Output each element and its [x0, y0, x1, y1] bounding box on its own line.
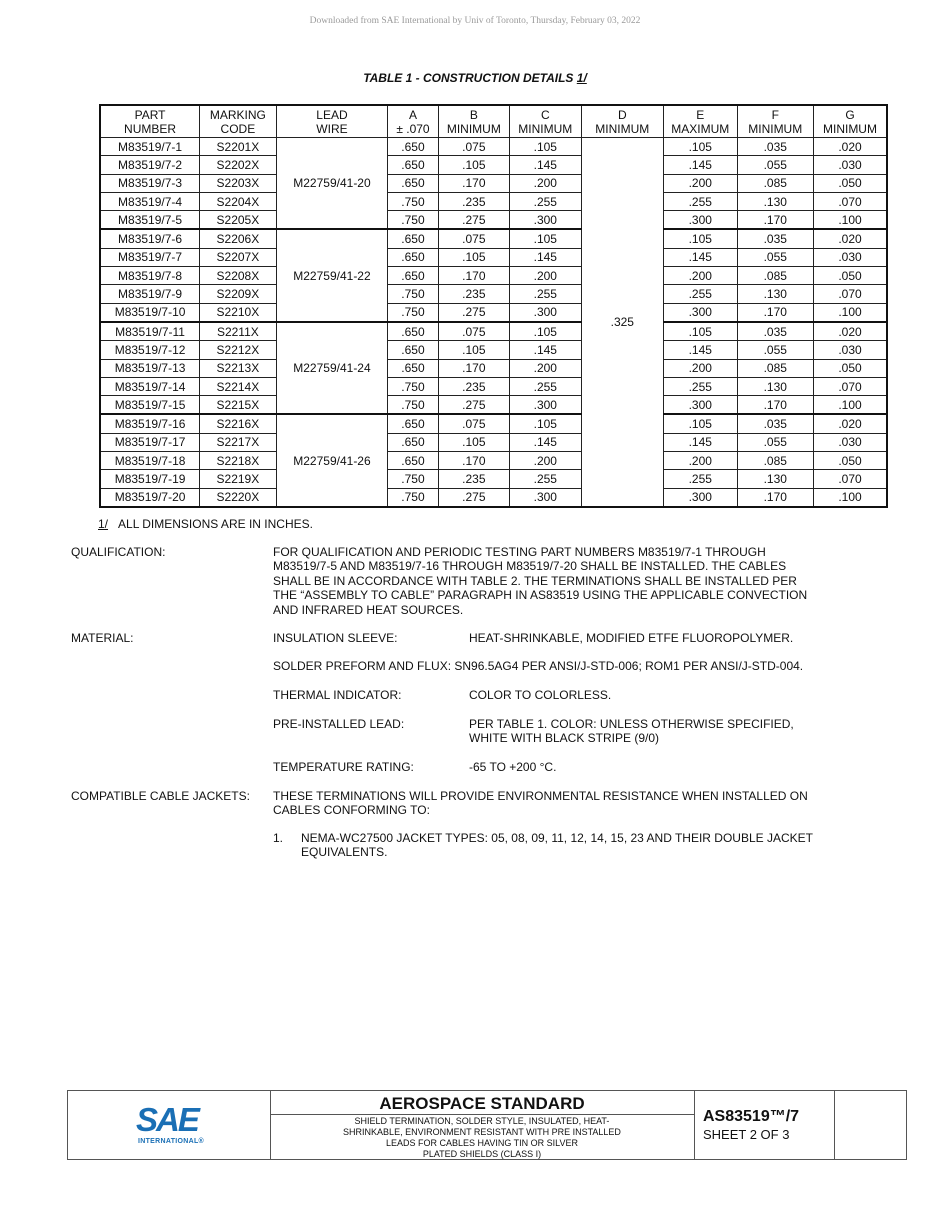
- table-cell: .050: [813, 267, 887, 285]
- table-cell: .235: [438, 285, 509, 303]
- table-cell: .650: [388, 229, 438, 248]
- table-cell: .300: [664, 396, 737, 415]
- table-cell: .235: [438, 192, 509, 210]
- table-row: [100, 452, 887, 470]
- table-cell: .070: [813, 192, 887, 210]
- pre-installed-lead-line: WHITE WITH BLACK STRIPE (9/0): [469, 731, 660, 746]
- title-block: [67, 1090, 907, 1160]
- table-cell: S2220X: [200, 488, 276, 507]
- table-cell: M83519/7-10: [100, 303, 200, 322]
- table-cell: .105: [510, 322, 581, 341]
- table-cell: .255: [510, 377, 581, 395]
- column-header: [813, 105, 887, 138]
- table-cell: .650: [388, 156, 438, 174]
- table-cell: .020: [813, 229, 887, 248]
- table-cell: .030: [813, 156, 887, 174]
- table-cell: .100: [813, 211, 887, 230]
- table-cell: .200: [664, 359, 737, 377]
- table-cell: .650: [388, 414, 438, 433]
- table-cell: M83519/7-2: [100, 156, 200, 174]
- table-cell: .130: [737, 285, 813, 303]
- table-cell: S2219X: [200, 470, 276, 488]
- table-cell: .055: [737, 156, 813, 174]
- table-cell: S2201X: [200, 138, 276, 156]
- table-row: [100, 470, 887, 488]
- table-row: [100, 433, 887, 451]
- table-cell: .650: [388, 359, 438, 377]
- sae-logo-registered: ®: [198, 1138, 205, 1145]
- table-cell: S2205X: [200, 211, 276, 230]
- table-cell: .145: [664, 341, 737, 359]
- table-cell: M83519/7-14: [100, 377, 200, 395]
- table-row: [100, 303, 887, 322]
- table-cell: M83519/7-7: [100, 248, 200, 266]
- table-cell: .255: [664, 192, 737, 210]
- table-row: [100, 229, 887, 248]
- table-cell: .145: [664, 156, 737, 174]
- table-cell: .650: [388, 341, 438, 359]
- column-header-line: PART: [134, 107, 166, 122]
- pre-installed-lead-label: PRE-INSTALLED LEAD:: [273, 717, 405, 731]
- table-header-row: [100, 105, 887, 138]
- table-cell: .105: [664, 138, 737, 156]
- table-cell: .650: [388, 433, 438, 451]
- table-cell: M83519/7-11: [100, 322, 200, 341]
- qualification-label: QUALIFICATION:: [71, 545, 166, 559]
- table-cell: .070: [813, 377, 887, 395]
- column-header-line: MINIMUM: [748, 121, 803, 136]
- column-header-line: MINIMUM: [822, 121, 877, 136]
- lead-wire-cell: M22759/41-26: [276, 414, 388, 506]
- table-cell: .650: [388, 174, 438, 192]
- table-cell: .275: [438, 396, 509, 415]
- table-cell: .170: [438, 359, 509, 377]
- material-label: MATERIAL:: [71, 631, 134, 645]
- table-cell: M83519/7-12: [100, 341, 200, 359]
- thermal-indicator-label: THERMAL INDICATOR:: [273, 688, 402, 702]
- table-cell: .075: [438, 138, 509, 156]
- table-cell: S2202X: [200, 156, 276, 174]
- table-cell: .255: [510, 192, 581, 210]
- column-header: [100, 105, 200, 138]
- table-cell: .200: [664, 452, 737, 470]
- table-cell: .035: [737, 414, 813, 433]
- table-cell: .300: [510, 396, 581, 415]
- column-header: [200, 105, 276, 138]
- lead-wire-cell: M22759/41-22: [276, 229, 388, 321]
- table-cell: .070: [813, 470, 887, 488]
- column-header: [438, 105, 509, 138]
- table-cell: .255: [510, 285, 581, 303]
- jacket-list-line: NEMA-WC27500 JACKET TYPES: 05, 08, 09, 11, 12, 14, 15, 23 AND THEIR DOUBLE JACKET: [301, 831, 813, 845]
- construction-details-table: [99, 104, 888, 508]
- table-row: [100, 488, 887, 507]
- column-header-line: MINIMUM: [518, 121, 573, 136]
- table-cell: .020: [813, 414, 887, 433]
- table-cell: .075: [438, 229, 509, 248]
- table-cell: S2210X: [200, 303, 276, 322]
- table-cell: .145: [664, 248, 737, 266]
- d-minimum-cell: .325: [581, 138, 664, 507]
- table-cell: .100: [813, 303, 887, 322]
- table-cell: .085: [737, 267, 813, 285]
- sheet-number: SHEET 2 OF 3: [703, 1127, 790, 1142]
- table-cell: .650: [388, 248, 438, 266]
- column-header-line: F: [771, 107, 779, 122]
- table-cell: M83519/7-4: [100, 192, 200, 210]
- table-cell: .145: [510, 341, 581, 359]
- table-cell: .075: [438, 414, 509, 433]
- solder-preform-text: SOLDER PREFORM AND FLUX: SN96.5AG4 PER ANSI/J-STD-006; ROM1 PER ANSI/J-STD-004.: [273, 659, 804, 673]
- description-line: SHIELD TERMINATION, SOLDER STYLE, INSULATED, HEAT-: [354, 1116, 610, 1126]
- table-cell: .255: [664, 377, 737, 395]
- table-cell: .105: [438, 248, 509, 266]
- cable-jackets-line: THESE TERMINATIONS WILL PROVIDE ENVIRONMENTAL RESISTANCE WHEN INSTALLED ON: [273, 789, 808, 803]
- table-cell: .055: [737, 433, 813, 451]
- table-row: [100, 377, 887, 395]
- table-cell: .300: [510, 488, 581, 507]
- column-header-line: MINIMUM: [446, 121, 501, 136]
- table-cell: .105: [664, 322, 737, 341]
- table-cell: .300: [664, 488, 737, 507]
- table-cell: .145: [664, 433, 737, 451]
- table-cell: S2204X: [200, 192, 276, 210]
- column-header-line: WIRE: [316, 121, 348, 136]
- table-cell: .020: [813, 322, 887, 341]
- table-cell: .145: [510, 156, 581, 174]
- table-row: [100, 248, 887, 266]
- description-line: LEADS FOR CABLES HAVING TIN OR SILVER: [385, 1138, 579, 1148]
- column-header-line: C: [540, 107, 550, 122]
- jacket-list-item: [301, 831, 846, 860]
- column-header: [737, 105, 813, 138]
- table-title: [0, 71, 950, 85]
- table-cell: .300: [664, 211, 737, 230]
- column-header-line: MAXIMUM: [671, 121, 730, 136]
- table-cell: .650: [388, 452, 438, 470]
- table-cell: .650: [388, 267, 438, 285]
- table-cell: .105: [438, 156, 509, 174]
- column-header-line: A: [408, 107, 417, 122]
- table-cell: .200: [510, 452, 581, 470]
- table-row: [100, 414, 887, 433]
- table-cell: .170: [737, 488, 813, 507]
- sae-logo-subtitle-text: INTERNATIONAL: [138, 1138, 199, 1145]
- column-header-line: MINIMUM: [595, 121, 650, 136]
- download-watermark: Downloaded from SAE International by Univ of Toronto, Thursday, February 03, 2022: [309, 16, 641, 26]
- table-cell: S2213X: [200, 359, 276, 377]
- table-cell: .750: [388, 488, 438, 507]
- table-cell: .050: [813, 452, 887, 470]
- table-cell: M83519/7-13: [100, 359, 200, 377]
- table-cell: S2215X: [200, 396, 276, 415]
- table-title-text: TABLE 1 - CONSTRUCTION DETAILS: [363, 71, 577, 85]
- column-header-line: E: [696, 107, 705, 122]
- pre-installed-lead-line: PER TABLE 1. COLOR: UNLESS OTHERWISE SPECIFIED,: [469, 717, 794, 731]
- table-cell: .085: [737, 452, 813, 470]
- column-header-line: B: [469, 107, 478, 122]
- table-cell: .070: [813, 285, 887, 303]
- table-cell: .255: [664, 285, 737, 303]
- table-row: [100, 174, 887, 192]
- cable-jackets-line: CABLES CONFORMING TO:: [273, 803, 430, 818]
- table-cell: M83519/7-19: [100, 470, 200, 488]
- description-line: SHRINKABLE, ENVIRONMENT RESISTANT WITH PRE INSTALLED: [343, 1127, 621, 1137]
- table-cell: M83519/7-3: [100, 174, 200, 192]
- table-cell: S2218X: [200, 452, 276, 470]
- table-cell: .100: [813, 396, 887, 415]
- table-cell: .170: [438, 452, 509, 470]
- table-cell: S2216X: [200, 414, 276, 433]
- table-cell: .105: [664, 229, 737, 248]
- table-cell: .200: [664, 267, 737, 285]
- table-cell: .235: [438, 377, 509, 395]
- table-cell: .105: [510, 138, 581, 156]
- table-cell: M83519/7-6: [100, 229, 200, 248]
- table-cell: .255: [510, 470, 581, 488]
- qualification-line: SHALL BE IN ACCORDANCE WITH TABLE 2. THE TERMINATIONS SHALL BE INSTALLED PER: [273, 573, 797, 588]
- table-cell: .050: [813, 174, 887, 192]
- table-cell: .750: [388, 303, 438, 322]
- table-title-footnote-ref: 1/: [576, 71, 587, 85]
- table-cell: .020: [813, 138, 887, 156]
- column-header: [388, 105, 438, 138]
- table-cell: M83519/7-8: [100, 267, 200, 285]
- qualification-line: AND INFRARED HEAT SOURCES.: [273, 602, 464, 617]
- table-row: [100, 359, 887, 377]
- table-cell: .170: [438, 174, 509, 192]
- title-block-description: [270, 1091, 695, 1159]
- qualification-line: FOR QUALIFICATION AND PERIODIC TESTING PART NUMBERS M83519/7-1 THROUGH: [273, 545, 766, 559]
- table-cell: .200: [510, 267, 581, 285]
- table-cell: M83519/7-17: [100, 433, 200, 451]
- table-cell: .145: [510, 433, 581, 451]
- table-cell: .030: [813, 341, 887, 359]
- table-cell: .105: [438, 433, 509, 451]
- table-cell: .085: [737, 359, 813, 377]
- table-row: [100, 138, 887, 156]
- table-cell: .105: [510, 414, 581, 433]
- table-cell: .075: [438, 322, 509, 341]
- column-header: [581, 105, 664, 138]
- cable-jackets-text: [273, 789, 843, 818]
- footnote-text: ALL DIMENSIONS ARE IN INCHES.: [118, 517, 313, 531]
- table-cell: .300: [510, 211, 581, 230]
- table-cell: .235: [438, 470, 509, 488]
- table-cell: .300: [510, 303, 581, 322]
- table-cell: .650: [388, 138, 438, 156]
- table-cell: .055: [737, 248, 813, 266]
- column-header-line: MARKING: [209, 107, 266, 122]
- column-header-line: D: [617, 107, 627, 122]
- table-cell: .035: [737, 138, 813, 156]
- table-cell: .030: [813, 248, 887, 266]
- table-cell: .105: [664, 414, 737, 433]
- table-cell: .170: [737, 211, 813, 230]
- column-header-line: LEAD: [316, 107, 348, 122]
- table-cell: .275: [438, 303, 509, 322]
- table-row: [100, 267, 887, 285]
- qualification-text: [273, 545, 843, 617]
- column-header-line: ± .070: [396, 121, 430, 136]
- table-cell: M83519/7-5: [100, 211, 200, 230]
- footnote-marker: 1/: [98, 517, 109, 531]
- table-cell: .030: [813, 433, 887, 451]
- table-cell: .750: [388, 285, 438, 303]
- footnote: [98, 517, 313, 531]
- jacket-list-number: 1.: [273, 831, 284, 845]
- table-cell: M83519/7-1: [100, 138, 200, 156]
- table-cell: S2211X: [200, 322, 276, 341]
- temperature-rating-label: TEMPERATURE RATING:: [273, 760, 414, 774]
- table-cell: .055: [737, 341, 813, 359]
- table-cell: S2203X: [200, 174, 276, 192]
- table-row: [100, 396, 887, 415]
- table-cell: .750: [388, 470, 438, 488]
- document-number-cell: [694, 1091, 835, 1159]
- table-cell: S2214X: [200, 377, 276, 395]
- table-cell: M83519/7-16: [100, 414, 200, 433]
- table-cell: .750: [388, 211, 438, 230]
- cable-jackets-label: COMPATIBLE CABLE JACKETS:: [71, 789, 250, 803]
- table-cell: M83519/7-15: [100, 396, 200, 415]
- table-body: [100, 138, 887, 507]
- sae-logo-subtitle: [138, 1138, 204, 1145]
- table-cell: .200: [510, 359, 581, 377]
- table-cell: .275: [438, 488, 509, 507]
- table-cell: .750: [388, 192, 438, 210]
- table-row: [100, 211, 887, 230]
- table-cell: .275: [438, 211, 509, 230]
- table-cell: .035: [737, 322, 813, 341]
- table-cell: S2206X: [200, 229, 276, 248]
- table-cell: .200: [510, 174, 581, 192]
- table-cell: S2209X: [200, 285, 276, 303]
- insulation-sleeve-value: HEAT-SHRINKABLE, MODIFIED ETFE FLUOROPOLYMER.: [469, 631, 794, 645]
- table-row: [100, 192, 887, 210]
- table-cell: .650: [388, 322, 438, 341]
- table-cell: .035: [737, 229, 813, 248]
- table-cell: M83519/7-18: [100, 452, 200, 470]
- table-cell: M83519/7-20: [100, 488, 200, 507]
- column-header: [510, 105, 581, 138]
- table-cell: .170: [737, 396, 813, 415]
- table-cell: .130: [737, 470, 813, 488]
- column-header: [664, 105, 737, 138]
- table-cell: .085: [737, 174, 813, 192]
- aerospace-standard-heading: AEROSPACE STANDARD: [270, 1091, 694, 1115]
- document-description: [270, 1115, 694, 1160]
- qualification-line: M83519/7-5 AND M83519/7-16 THROUGH M83519/7-20 SHALL BE INSTALLED. THE CABLES: [273, 559, 787, 574]
- table-cell: .750: [388, 377, 438, 395]
- table-cell: .105: [510, 229, 581, 248]
- temperature-rating-value: -65 TO +200 °C.: [469, 760, 557, 774]
- table-cell: .145: [510, 248, 581, 266]
- column-header-line: G: [845, 107, 855, 122]
- table-cell: .255: [664, 470, 737, 488]
- sae-logo-letters: SAE: [136, 1101, 198, 1138]
- table-row: [100, 341, 887, 359]
- table-cell: .100: [813, 488, 887, 507]
- column-header: [276, 105, 388, 138]
- table-cell: .200: [664, 174, 737, 192]
- sae-logo: [68, 1091, 271, 1159]
- column-header-line: CODE: [220, 121, 256, 136]
- lead-wire-cell: M22759/41-24: [276, 322, 388, 414]
- table-cell: .170: [737, 303, 813, 322]
- table-cell: .130: [737, 192, 813, 210]
- insulation-sleeve-label: INSULATION SLEEVE:: [273, 631, 398, 645]
- thermal-indicator-value: COLOR TO COLORLESS.: [469, 688, 612, 702]
- description-line: PLATED SHIELDS (CLASS I): [422, 1149, 542, 1159]
- table-cell: .170: [438, 267, 509, 285]
- table-cell: .050: [813, 359, 887, 377]
- table-row: [100, 322, 887, 341]
- table-cell: M83519/7-9: [100, 285, 200, 303]
- table-cell: S2217X: [200, 433, 276, 451]
- table-cell: S2212X: [200, 341, 276, 359]
- lead-wire-cell: M22759/41-20: [276, 138, 388, 230]
- pre-installed-lead-value: [469, 717, 849, 746]
- table-row: [100, 285, 887, 303]
- column-header-line: NUMBER: [124, 121, 177, 136]
- table-cell: .105: [438, 341, 509, 359]
- table-row: [100, 156, 887, 174]
- table-cell: .130: [737, 377, 813, 395]
- table-cell: .750: [388, 396, 438, 415]
- jacket-list-line: EQUIVALENTS.: [301, 845, 388, 860]
- table-cell: .300: [664, 303, 737, 322]
- table-cell: S2208X: [200, 267, 276, 285]
- qualification-line: THE “ASSEMBLY TO CABLE” PARAGRAPH IN AS83519 USING THE APPLICABLE CONVECTION: [273, 588, 808, 603]
- table-cell: S2207X: [200, 248, 276, 266]
- document-number: AS83519™/7: [703, 1108, 800, 1125]
